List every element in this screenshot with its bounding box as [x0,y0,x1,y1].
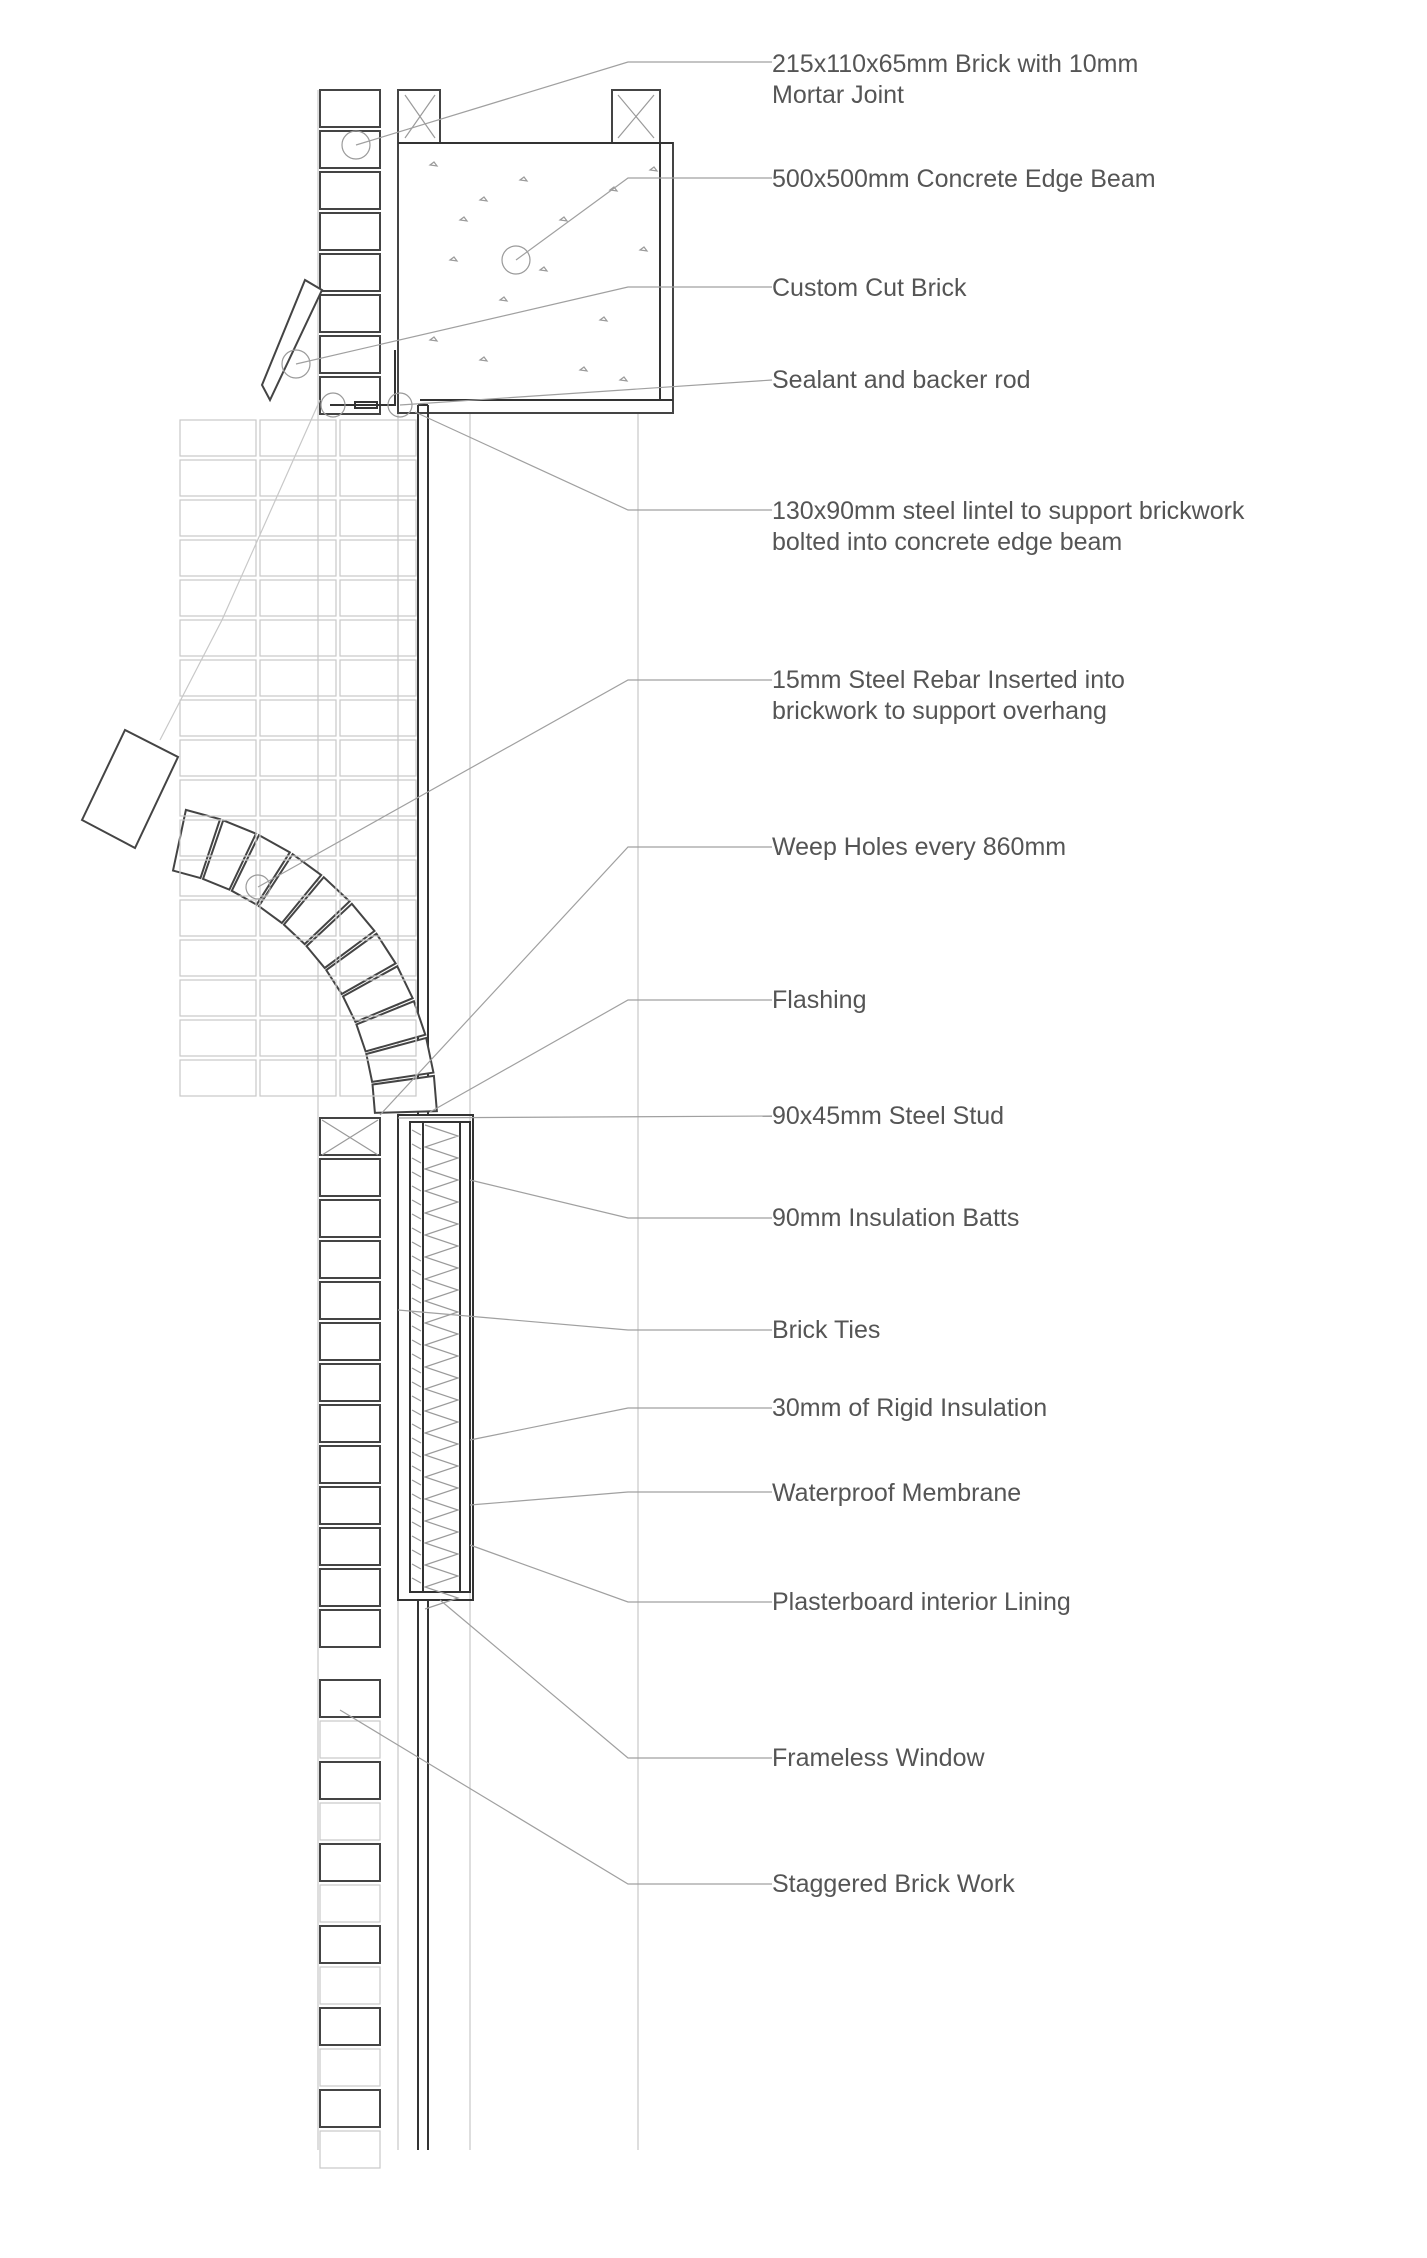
brick [320,1569,380,1606]
brick [320,295,380,332]
staggered-brick [320,1680,380,1717]
label-plasterboard: Plasterboard interior Lining [772,1588,1071,1616]
label-batts: 90mm Insulation Batts [772,1204,1020,1232]
label-edge-beam: 500x500mm Concrete Edge Beam [772,165,1156,193]
brick [320,90,380,127]
brick [320,1610,380,1647]
brick [320,1323,380,1360]
brick [320,1487,380,1524]
brick [320,172,380,209]
curved-brick [373,1076,437,1113]
brick [320,1364,380,1401]
label-rigid: 30mm of Rigid Insulation [772,1394,1048,1422]
label-ties: Brick Ties [772,1316,881,1344]
brick [320,1200,380,1237]
label-stud: 90x45mm Steel Stud [772,1102,1005,1130]
brick [320,1446,380,1483]
label-rebar: 15mm Steel Rebar Inserted into brickwork to support overhang [772,666,1125,725]
upper-frame [398,90,673,143]
brick [320,1118,380,1155]
label-window: Frameless Window [772,1744,985,1772]
brick [320,1282,380,1319]
staggered-brick [320,2008,380,2045]
brick [320,1528,380,1565]
staggered-brick [320,2090,380,2127]
label-lintel: 130x90mm steel lintel to support brickwork bolted into concrete edge beam [772,497,1245,556]
brick [320,336,380,373]
concrete-edge-beam [398,143,673,413]
labels [772,50,1245,1898]
custom-cut-brick [82,730,178,848]
label-flashing: Flashing [772,986,867,1014]
label-brick: 215x110x65mm Brick with 10mm Mortar Joint [772,50,1139,109]
brick [320,1405,380,1442]
lower-brick-column [320,1118,380,1647]
label-weep: Weep Holes every 860mm [772,833,1067,861]
staggered-brick [320,1844,380,1881]
staggered-brickwork [320,1680,380,2168]
label-stagger: Staggered Brick Work [772,1870,1015,1898]
brick [320,213,380,250]
staggered-brick [320,1926,380,1963]
custom-cut-brick-top [262,280,322,400]
stud-wall [398,1115,473,1609]
brick [320,254,380,291]
brick [320,1241,380,1278]
brick [320,1159,380,1196]
label-custom-brick: Custom Cut Brick [772,274,967,302]
label-membrane: Waterproof Membrane [772,1479,1022,1507]
label-sealant: Sealant and backer rod [772,366,1031,394]
staggered-brick [320,1762,380,1799]
brick [320,131,380,168]
upper-brick-column [320,90,380,414]
